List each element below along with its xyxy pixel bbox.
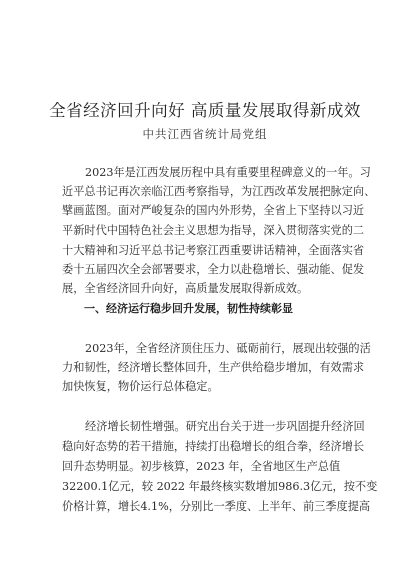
- intro-line: 展，全省经济回升向好，高质量发展取得新成效。: [62, 282, 309, 295]
- section-line: 加快恢复，物价运行总体稳定。: [62, 380, 219, 393]
- intro-line: 擘画蓝图。面对严峻复杂的国内外形势，全省上下坚持以习近: [62, 204, 365, 217]
- intro-line: 近平总书记再次亲临江西考察指导，为江西改革发展把脉定向、: [62, 185, 376, 198]
- intro-line: 十大精神和习近平总书记考察江西重要讲话精神，全面落实省: [62, 244, 365, 257]
- section-line: 2023年，全省经济顶住压力、砥砺前行，展现出较强的活: [85, 342, 371, 355]
- intro-line: 2023年是江西发展历程中具有重要里程碑意义的一年。习: [85, 166, 371, 179]
- intro-line: 平新时代中国特色社会主义思想为指导，深入贯彻落实党的二: [62, 224, 365, 237]
- growth-line: 32200.1亿元，较 2022 年最终核实数增加986.3亿元，按不变: [62, 480, 378, 493]
- section-line: 力和韧性，经济增长整体回升，生产供给稳步增加，有效需求: [62, 361, 365, 374]
- growth-line: 价格计算，增长4.1%，分别比一季度、上半年、前三季度提高: [62, 500, 371, 513]
- intro-line: 委十五届四次全会部署要求，全力以赴稳增长、强动能、促发: [62, 263, 365, 276]
- growth-line: 稳向好态势的若干措施，持续打出稳增长的组合拳，经济增长: [62, 440, 365, 453]
- document-title: 全省经济回升向好 高质量发展取得新成效: [49, 101, 361, 120]
- section-heading: 一、经济运行稳步回升发展，韧性持续彰显: [84, 302, 293, 315]
- growth-line: 回升态势明显。初步核算，2023 年，全省地区生产总值: [62, 460, 341, 473]
- document-organization: 中共江西省统计局党组: [142, 127, 268, 141]
- growth-line: 经济增长韧性增强。研究出台关于进一步巩固提升经济回: [85, 420, 365, 433]
